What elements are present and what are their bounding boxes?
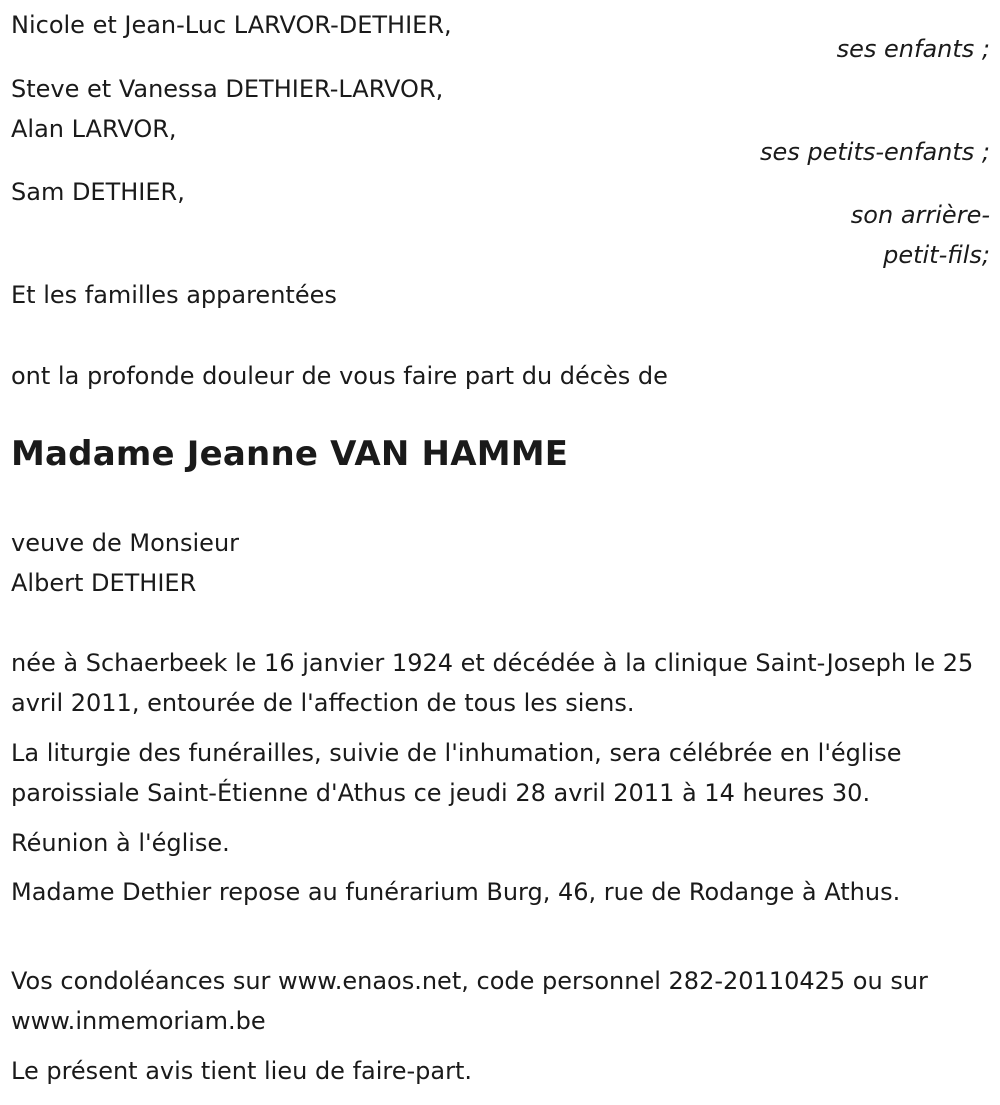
related-families: Et les familles apparentées [11, 281, 337, 309]
birth-death-info: née à Schaerbeek le 16 janvier 1924 et décédée à la clinique Saint-Joseph le 25 avril 2011, entourée de l'affection de tous les siens. [11, 649, 974, 717]
great-grandchild-role-line1: son arrière- [850, 201, 990, 229]
meeting-info: Réunion à l'église. [11, 829, 230, 857]
great-grandchild-role-line2: petit-fils; [883, 241, 990, 269]
children-names: Nicole et Jean-Luc LARVOR-DETHIER, [11, 11, 452, 39]
condolences-info: Vos condoléances sur www.enaos.net, code personnel 282-20110425 ou sur www.inmemoriam.be [11, 967, 928, 1035]
grandchildren-role: ses petits-enfants ; [759, 138, 990, 166]
children-role: ses enfants ; [836, 35, 990, 63]
widow-of-line2: Albert DETHIER [11, 569, 197, 597]
widow-of-line1: veuve de Monsieur [11, 529, 240, 557]
rest-info: Madame Dethier repose au funérarium Burg, 46, rue de Rodange à Athus. [11, 878, 901, 906]
funeral-info: La liturgie des funérailles, suivie de l'inhumation, sera célébrée en l'église paroissiale Saint-Étienne d'Athus ce jeudi 28 avril 2011 à 14 heures 30. [11, 739, 902, 807]
notice-info: Le présent avis tient lieu de faire-part. [11, 1057, 473, 1085]
deceased-name: Madame Jeanne VAN HAMME [11, 434, 569, 474]
great-grandchild: Sam DETHIER, [11, 178, 185, 206]
grandchild-2: Alan LARVOR, [11, 115, 177, 143]
grandchild-1: Steve et Vanessa DETHIER-LARVOR, [11, 75, 444, 103]
announcement: ont la profonde douleur de vous faire part du décès de [11, 362, 668, 390]
